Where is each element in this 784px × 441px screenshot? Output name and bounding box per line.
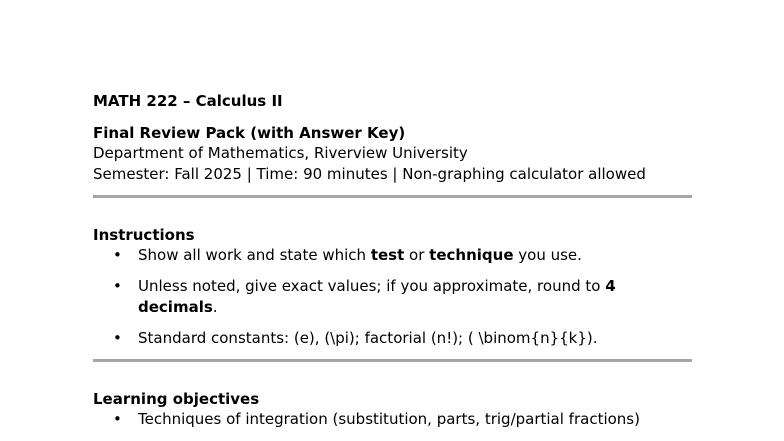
- divider: [93, 195, 692, 198]
- department-line: Department of Mathematics, Riverview University: [93, 144, 468, 162]
- course-title: MATH 222 – Calculus II: [93, 92, 283, 110]
- list-item: [93, 245, 692, 266]
- bullet-icon: •: [113, 329, 122, 347]
- document-subtitle: Final Review Pack (with Answer Key): [93, 124, 406, 142]
- item-bold-text: technique: [429, 246, 514, 264]
- item-text: Show all work and state which: [138, 246, 371, 264]
- objectives-list: [93, 409, 692, 430]
- divider: [93, 359, 692, 362]
- item-text: .: [212, 298, 218, 316]
- item-bold-text: 4 decimals: [138, 277, 616, 316]
- list-item: [93, 328, 692, 349]
- bullet-icon: •: [113, 246, 122, 264]
- instructions-list: [93, 245, 692, 349]
- item-bold-text: test: [370, 246, 405, 264]
- bullet-icon: •: [113, 277, 122, 295]
- semester-line: Semester: Fall 2025 | Time: 90 minutes | Non-graphing calculator allowed: [93, 165, 646, 183]
- bullet-icon: •: [113, 410, 122, 428]
- item-text: Techniques of integration (substitution, parts, trig/partial fractions): [138, 410, 640, 428]
- item-text: you use.: [513, 246, 582, 264]
- item-text: or: [404, 246, 430, 264]
- document-page: [93, 90, 692, 430]
- item-text: Standard constants: (e), (\pi); factorial (n!); ( \binom{n}{k}).: [138, 329, 598, 347]
- list-item: [93, 276, 692, 318]
- objectives-heading: Learning objectives: [93, 390, 260, 408]
- item-text: Unless noted, give exact values; if you approximate, round to: [138, 277, 606, 295]
- instructions-heading: Instructions: [93, 226, 195, 244]
- list-item: [93, 409, 692, 430]
